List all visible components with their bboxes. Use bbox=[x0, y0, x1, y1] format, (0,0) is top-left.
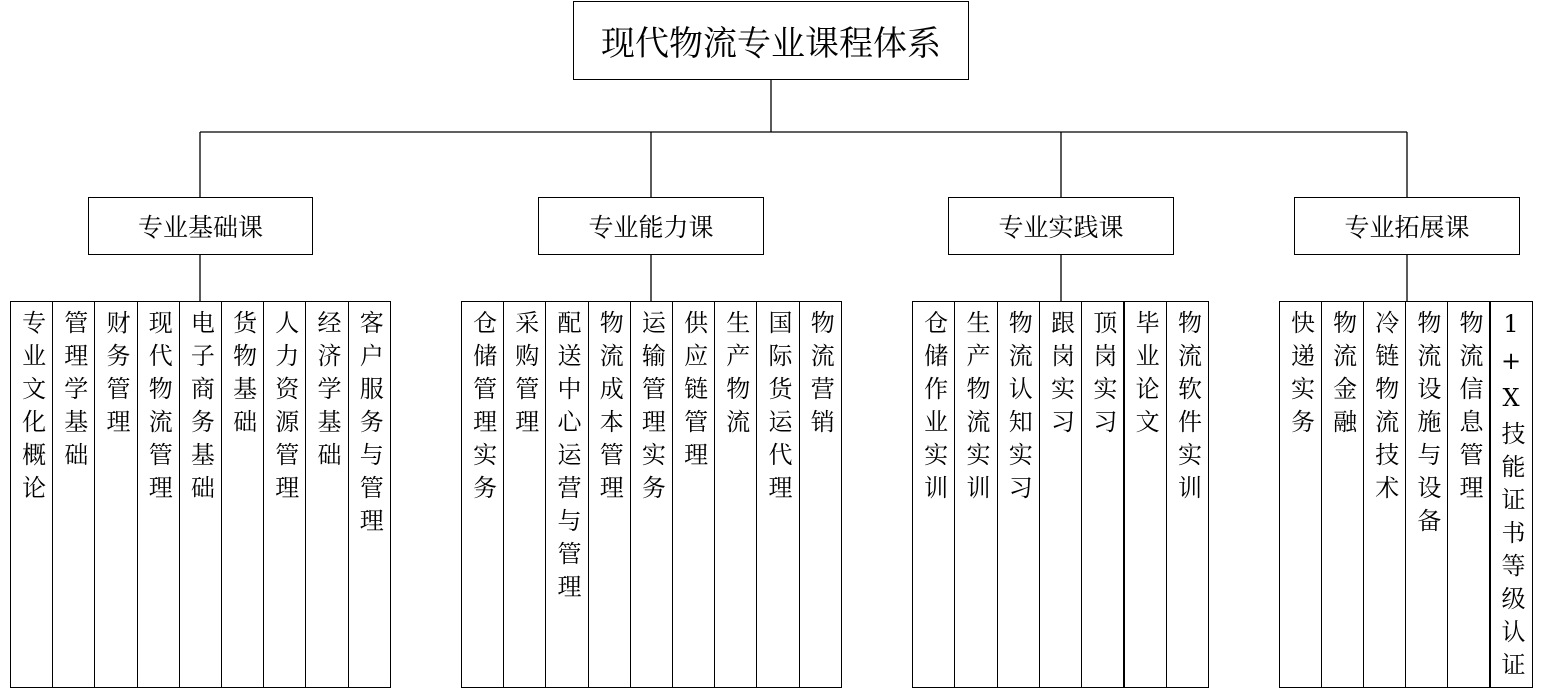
course-leaf bbox=[1321, 301, 1364, 688]
course-label: 运输管理实务 bbox=[637, 310, 666, 508]
course-label: 物流营销 bbox=[806, 310, 835, 442]
course-leaf bbox=[348, 301, 391, 688]
course-label: 物流软件实训 bbox=[1173, 310, 1202, 508]
course-leaf bbox=[672, 301, 715, 688]
course-label: 毕业论文 bbox=[1131, 310, 1160, 442]
course-leaf bbox=[263, 301, 306, 688]
course-label: 财务管理 bbox=[101, 310, 130, 442]
course-label: 管理学基础 bbox=[59, 310, 88, 475]
course-leaf bbox=[461, 301, 504, 688]
course-label: 仓储管理实务 bbox=[468, 310, 497, 508]
course-leaf bbox=[1490, 301, 1533, 688]
course-leaf bbox=[179, 301, 222, 688]
course-leaf bbox=[94, 301, 137, 688]
course-label: 配送中心运营与管理 bbox=[552, 310, 581, 607]
course-label: 货物基础 bbox=[228, 310, 257, 442]
course-label: 物流认知实习 bbox=[1004, 310, 1033, 508]
category-box-foundation bbox=[88, 197, 313, 255]
course-leaf bbox=[52, 301, 95, 688]
course-leaf bbox=[1124, 301, 1167, 688]
category-label: 专业基础课 bbox=[137, 213, 263, 242]
course-label: 物流设施与设备 bbox=[1412, 310, 1441, 541]
course-leaf bbox=[1166, 301, 1209, 688]
course-leaf bbox=[1279, 301, 1322, 688]
course-label: 顶岗实习 bbox=[1088, 310, 1117, 442]
course-label: 1+X技能证书等级认证 bbox=[1497, 310, 1526, 685]
course-label: 仓储作业实训 bbox=[919, 310, 948, 508]
course-leaf bbox=[503, 301, 546, 688]
course-leaf bbox=[1405, 301, 1448, 688]
category-label: 专业拓展课 bbox=[1344, 213, 1470, 242]
course-label: 快递实务 bbox=[1286, 310, 1315, 442]
category-label: 专业能力课 bbox=[588, 213, 714, 242]
course-label: 供应链管理 bbox=[679, 310, 708, 475]
course-label: 国际货运代理 bbox=[763, 310, 792, 508]
category-box-ability bbox=[538, 197, 764, 255]
course-leaf bbox=[588, 301, 631, 688]
course-label: 现代物流管理 bbox=[144, 310, 173, 508]
course-label: 冷链物流技术 bbox=[1370, 310, 1399, 508]
root-title: 现代物流专业课程体系 bbox=[601, 24, 941, 64]
course-leaf bbox=[954, 301, 997, 688]
course-label: 经济学基础 bbox=[312, 310, 341, 475]
course-label: 采购管理 bbox=[510, 310, 539, 442]
course-leaf bbox=[137, 301, 180, 688]
course-label: 生产物流实训 bbox=[961, 310, 990, 508]
course-label: 物流信息管理 bbox=[1454, 310, 1483, 508]
course-leaf bbox=[630, 301, 673, 688]
course-label: 电子商务基础 bbox=[186, 310, 215, 508]
course-leaf bbox=[545, 301, 588, 688]
course-label: 跟岗实习 bbox=[1046, 310, 1075, 442]
category-box-extension bbox=[1294, 197, 1520, 255]
course-label: 人力资源管理 bbox=[270, 310, 299, 508]
course-leaf bbox=[756, 301, 799, 688]
course-label: 生产物流 bbox=[721, 310, 750, 442]
course-label: 专业文化概论 bbox=[17, 310, 46, 508]
course-leaf bbox=[912, 301, 955, 688]
course-leaf bbox=[714, 301, 757, 688]
root-title-box bbox=[573, 1, 969, 80]
course-label: 客户服务与管理 bbox=[355, 310, 384, 541]
course-leaf bbox=[1081, 301, 1124, 688]
course-leaf bbox=[997, 301, 1040, 688]
course-leaf bbox=[1447, 301, 1490, 688]
course-leaf bbox=[305, 301, 348, 688]
course-leaf bbox=[1039, 301, 1082, 688]
course-label: 物流金融 bbox=[1328, 310, 1357, 442]
course-leaf bbox=[221, 301, 264, 688]
course-leaf bbox=[10, 301, 53, 688]
course-leaf bbox=[1363, 301, 1406, 688]
course-leaf bbox=[799, 301, 842, 688]
category-label: 专业实践课 bbox=[998, 213, 1124, 242]
course-label: 物流成本管理 bbox=[595, 310, 624, 508]
category-box-practice bbox=[948, 197, 1174, 255]
